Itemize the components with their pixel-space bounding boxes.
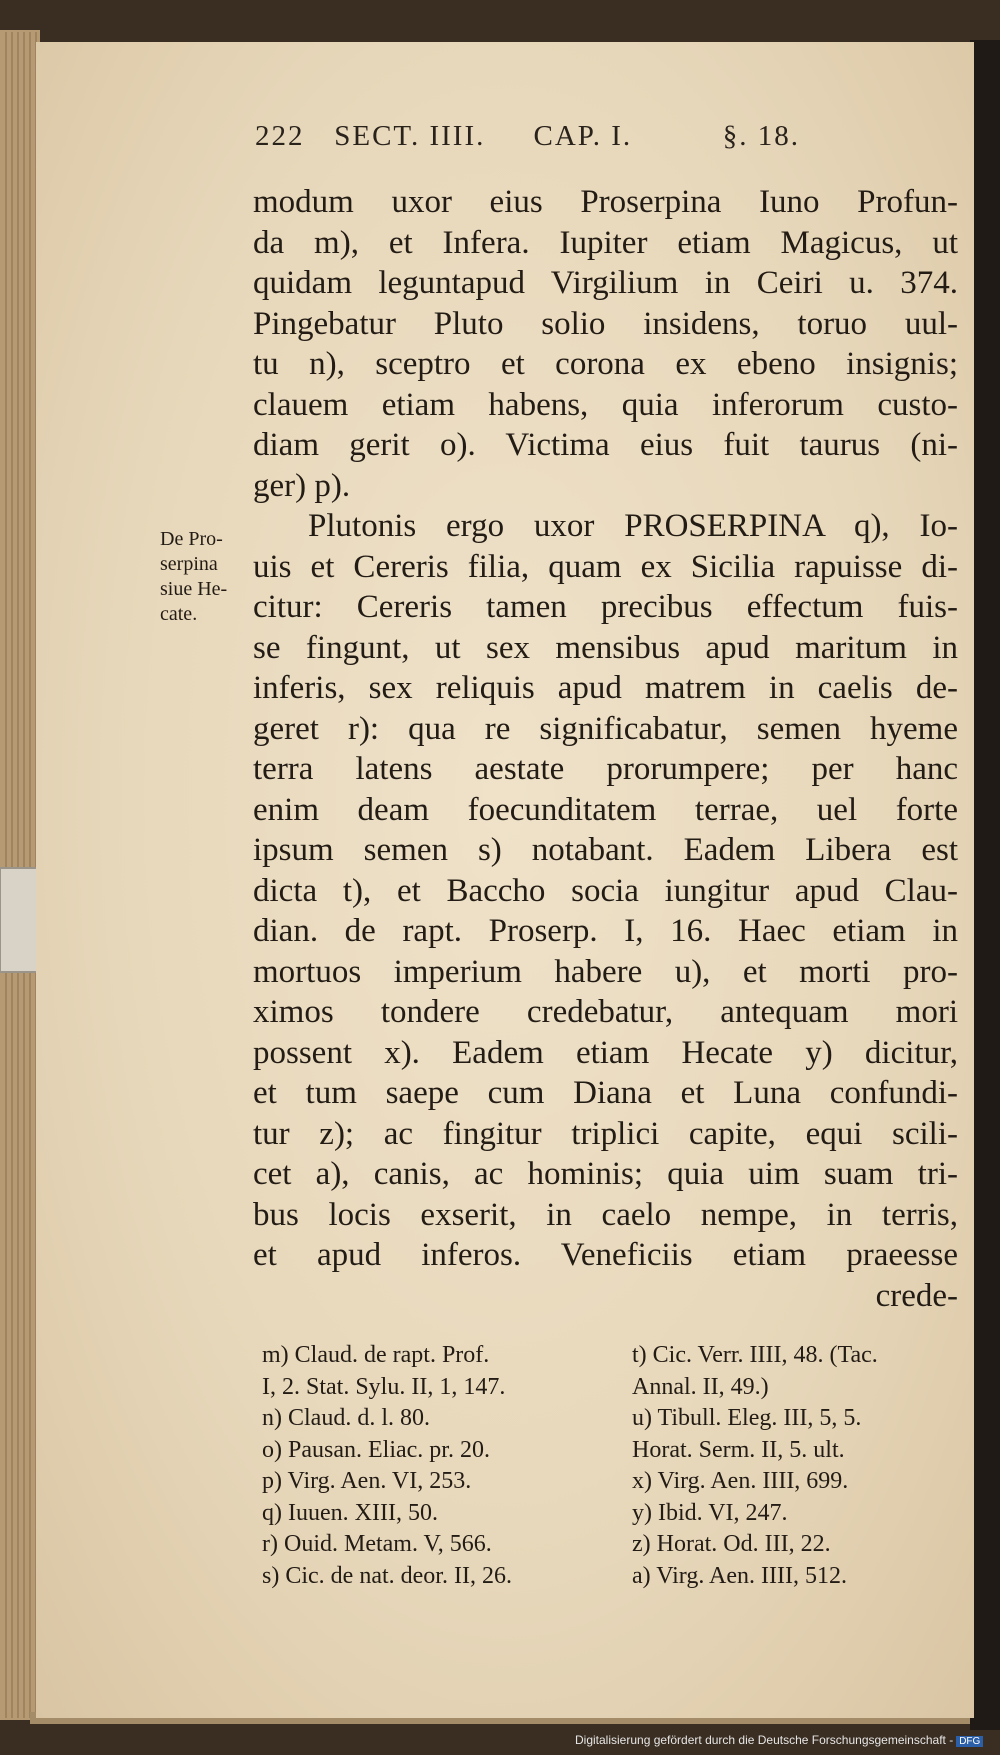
body-line: ximos tondere credebatur, antequam mori [253,994,958,1030]
body-line: Pingebatur Pluto solio insidens, toruo uul- [253,305,958,342]
digitization-credit [575,1733,983,1747]
body-line: se fingunt, ut sex mensibus apud maritum in [253,629,958,666]
paragraph-label: §. 18. [722,120,800,152]
footnote: I, 2. Stat. Sylu. II, 1, 147. [262,1373,506,1400]
body-line: modum uxor eius Proserpina Iuno Profun- [253,184,958,220]
body-line: mortuos imperium habere u), et morti pro- [253,953,958,990]
margin-note-line: De Pro- [160,528,223,550]
body-line: et apud inferos. Veneficiis etiam praeesse [253,1237,958,1273]
footnote: t) Cic. Verr. IIII, 48. (Tac. [632,1342,878,1368]
footnote: s) Cic. de nat. deor. II, 26. [262,1562,512,1589]
body-line: Plutonis ergo uxor PROSERPINA q), Io- [308,508,958,544]
footnote: m) Claud. de rapt. Prof. [262,1342,490,1368]
footnote: z) Horat. Od. III, 22. [632,1531,831,1557]
body-line: et tum saepe cum Diana et Luna confundi- [253,1075,958,1111]
body-line: diam gerit o). Victima eius fuit taurus (ni- [253,427,958,463]
footnote: y) Ibid. VI, 247. [632,1499,788,1526]
body-line: da m), et Infera. Iupiter etiam Magicus, ut [253,224,958,261]
footnote: a) Virg. Aen. IIII, 512. [632,1562,847,1589]
footnote: x) Virg. Aen. IIII, 699. [632,1468,849,1494]
chapter-label: CAP. I. [533,120,633,152]
footnotes-right [632,1340,962,1592]
body-line: uis et Cereris filia, quam ex Sicilia rapuisse di- [253,548,958,585]
body-line: terra latens aestate prorumpere; per hanc [253,751,958,787]
footnote: Horat. Serm. II, 5. ult. [632,1436,845,1463]
body-line: cet a), canis, ac hominis; quia uim suam tri- [253,1156,958,1192]
body-line: quidam leguntapud Virgilium in Ceiri u. 374. [253,265,958,301]
footnote: p) Virg. Aen. VI, 253. [262,1468,472,1494]
margin-note-line: cate. [160,603,198,625]
footnote: n) Claud. d. l. 80. [262,1405,430,1431]
body-line: geret r): qua re significabatur, semen hyeme [253,710,958,747]
body-line: inferis, sex reliquis apud matrem in caelis de- [253,670,958,706]
margin-note [160,527,227,627]
body-text [253,182,958,1316]
body-line: clauem etiam habens, quia inferorum custo- [253,386,958,423]
body-line: citur: Cereris tamen precibus effectum fuis- [253,589,958,625]
body-line: enim deam foecunditatem terrae, uel forte [253,791,958,828]
margin-note-line: siue He- [160,578,228,600]
body-line: possent x). Eadem etiam Hecate y) dicitur, [253,1034,958,1071]
running-header [255,120,800,153]
footnote: u) Tibull. Eleg. III, 5, 5. [632,1405,862,1431]
catchword: crede- [875,1277,958,1314]
body-line: tur z); ac fingitur triplici capite, equi scili- [253,1115,958,1152]
dfg-logo: DFG [956,1736,983,1747]
section-label: SECT. IIII. [334,120,486,152]
body-line: tu n), sceptro et corona ex ebeno insignis; [253,346,958,382]
footnotes-left [262,1340,617,1592]
body-line: dian. de rapt. Proserp. I, 16. Haec etiam in [253,913,958,949]
body-line: ipsum semen s) notabant. Eadem Libera est [253,832,958,868]
body-line: dicta t), et Baccho socia iungitur apud Clau- [253,872,958,909]
footnote: o) Pausan. Eliac. pr. 20. [262,1436,490,1463]
page-number: 222 [255,120,305,152]
footnote: r) Ouid. Metam. V, 566. [262,1531,492,1557]
margin-note-line: serpina [160,553,218,575]
body-line: ger) p). [253,467,351,504]
footnote: Annal. II, 49.) [632,1373,769,1400]
footnote: q) Iuuen. XIII, 50. [262,1499,438,1526]
body-line: bus locis exserit, in caelo nempe, in terris, [253,1196,958,1233]
credit-text: Digitalisierung gefördert durch die Deutsche Forschungsgemeinschaft - [575,1733,954,1747]
